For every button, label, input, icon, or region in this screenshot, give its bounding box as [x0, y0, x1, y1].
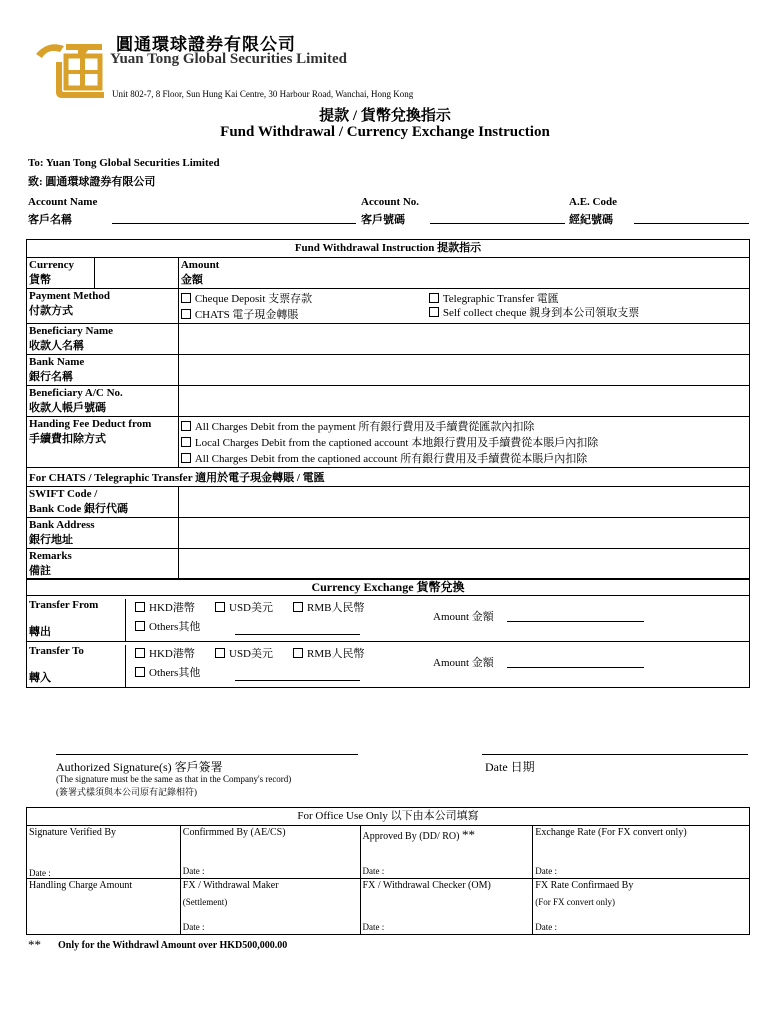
amount-cell[interactable]: [178, 258, 749, 289]
form-title-en: Fund Withdrawal / Currency Exchange Instruction: [220, 124, 550, 140]
chats-heading: For CHATS / Telegraphic Transfer 適用於電子現金轉賬 / 電匯: [27, 468, 750, 487]
handling-fee-label: Handing Fee Deduct from 手續費扣除方式: [27, 417, 179, 468]
ae-code-field[interactable]: [634, 223, 749, 224]
form-title-cn: 提款 / 貨幣兌換指示: [319, 108, 451, 124]
currency-label: Currency 貨幣: [27, 258, 95, 289]
to-usd[interactable]: USD美元: [215, 645, 273, 661]
withdrawal-heading: Fund Withdrawal Instruction 提款指示: [26, 239, 750, 258]
currency-field[interactable]: [94, 258, 178, 289]
signature-note-cn: (簽署式樣須與本公司原有記錄相符): [56, 787, 197, 797]
date-label: Date 日期: [485, 760, 535, 774]
company-name-cn: 圓通環球證券有限公司: [116, 35, 296, 54]
date-line[interactable]: [482, 754, 748, 755]
beneficiary-ac-field[interactable]: [178, 386, 749, 417]
swift-code-label: SWIFT Code / Bank Code 銀行代碼: [27, 487, 179, 518]
company-name-en: Yuan Tong Global Securities Limited: [110, 51, 347, 67]
handling-charge-cell[interactable]: Handling Charge Amount: [27, 879, 181, 935]
ae-code-label-en: A.E. Code: [569, 196, 617, 208]
company-logo: [34, 32, 106, 100]
swift-code-field[interactable]: [178, 487, 749, 518]
amount-label-en: Amount: [180, 259, 220, 271]
sig-verified-cell[interactable]: Signature Verified By Date :: [27, 826, 181, 879]
from-rmb[interactable]: RMB人民幣: [293, 599, 364, 615]
bank-address-field[interactable]: [178, 518, 749, 549]
from-amount-label: Amount 金額: [433, 611, 494, 623]
account-no-label-en: Account No.: [361, 196, 420, 208]
remarks-label: Remarks 備註: [27, 549, 179, 580]
account-no-field[interactable]: [430, 223, 565, 224]
from-hkd[interactable]: HKD港幣: [135, 599, 195, 615]
withdrawal-table: [26, 257, 750, 580]
beneficiary-name-label: Beneficiary Name 收款人名稱: [27, 324, 179, 355]
company-address: Unit 802-7, 8 Floor, Sun Hung Kai Centre, 30 Harbour Road, Wanchai, Hong Kong: [112, 89, 414, 99]
account-name-label-en: Account Name: [28, 196, 98, 208]
amount-label-cn: 金額: [180, 274, 203, 286]
to-others-field[interactable]: [235, 680, 360, 681]
fx-confirm-cell[interactable]: FX Rate Confirmaed By (For FX convert only) Date :: [533, 879, 750, 935]
office-heading: For Office Use Only 以下由本公司填寫: [26, 807, 750, 826]
to-amount-label: Amount 金額: [433, 657, 494, 669]
bank-name-field[interactable]: [178, 355, 749, 386]
payment-method-label: Payment Method 付款方式: [27, 289, 179, 324]
transfer-from-label: Transfer From 轉出: [29, 599, 126, 641]
beneficiary-name-field[interactable]: [178, 324, 749, 355]
remarks-field[interactable]: [178, 549, 749, 580]
exchange-heading: Currency Exchange 貨幣兌換: [27, 579, 749, 596]
handling-fee-options: [178, 417, 749, 468]
footnote-text: Only for the Withdrawl Amount over HKD500,000.00: [58, 940, 288, 951]
payment-method-options: [178, 289, 749, 324]
signature-line[interactable]: [56, 754, 358, 755]
currency-exchange-section: [26, 578, 750, 688]
account-name-label-cn: 客戶名稱: [28, 214, 72, 226]
confirmed-cell[interactable]: Confirmmed By (AE/CS) Date :: [180, 826, 360, 879]
from-amount-field[interactable]: [507, 621, 644, 622]
bank-name-label: Bank Name 銀行名稱: [27, 355, 179, 386]
signature-note-en: (The signature must be the same as that in the Company's record): [56, 774, 292, 784]
to-hkd[interactable]: HKD港幣: [135, 645, 195, 661]
ae-code-label-cn: 經紀號碼: [569, 214, 613, 226]
transfer-from-row: [27, 596, 749, 642]
authorized-signature-label: Authorized Signature(s) 客戶簽署: [56, 760, 223, 774]
opt-self-collect[interactable]: Self collect cheque 親身到本公司領取支票: [429, 304, 639, 320]
footnote-stars: **: [28, 937, 41, 952]
opt-chats[interactable]: CHATS 電子現金轉賬: [181, 306, 747, 322]
office-table: [26, 825, 750, 935]
to-amount-field[interactable]: [507, 667, 644, 668]
fee-opt-1[interactable]: All Charges Debit from the payment 所有銀行費用及手續費從匯款內扣除: [181, 418, 747, 434]
checker-cell[interactable]: FX / Withdrawal Checker (OM) Date :: [360, 879, 533, 935]
to-line-cn: 致: 圓通環球證券有限公司: [28, 176, 156, 188]
approved-cell[interactable]: Approved By (DD/ RO) ** Date :: [360, 826, 533, 879]
from-others-field[interactable]: [235, 634, 360, 635]
to-others[interactable]: Others其他: [135, 664, 200, 680]
fx-rate-cell[interactable]: Exchange Rate (For FX convert only) Date :: [533, 826, 750, 879]
transfer-to-row: [27, 642, 749, 687]
maker-cell[interactable]: FX / Withdrawal Maker (Settlement) Date :: [180, 879, 360, 935]
from-usd[interactable]: USD美元: [215, 599, 273, 615]
account-no-label-cn: 客戶號碼: [361, 214, 405, 226]
account-name-field[interactable]: [112, 223, 356, 224]
fee-opt-2[interactable]: Local Charges Debit from the captioned account 本地銀行費用及手續費從本賬戶內扣除: [181, 434, 747, 450]
transfer-to-label: Transfer To 轉入: [29, 645, 126, 687]
opt-cheque[interactable]: Cheque Deposit 支票存款: [181, 290, 747, 306]
from-others[interactable]: Others其他: [135, 618, 200, 634]
to-line-en: To: Yuan Tong Global Securities Limited: [28, 157, 220, 169]
opt-tt[interactable]: Telegraphic Transfer 電匯: [429, 290, 559, 306]
beneficiary-ac-label: Beneficiary A/C No. 收款人帳戶號碼: [27, 386, 179, 417]
bank-address-label: Bank Address 銀行地址: [27, 518, 179, 549]
fee-opt-3[interactable]: All Charges Debit from the captioned account 所有銀行費用及手續費從本賬戶內扣除: [181, 450, 747, 466]
to-rmb[interactable]: RMB人民幣: [293, 645, 364, 661]
approved-stars: **: [461, 827, 475, 842]
